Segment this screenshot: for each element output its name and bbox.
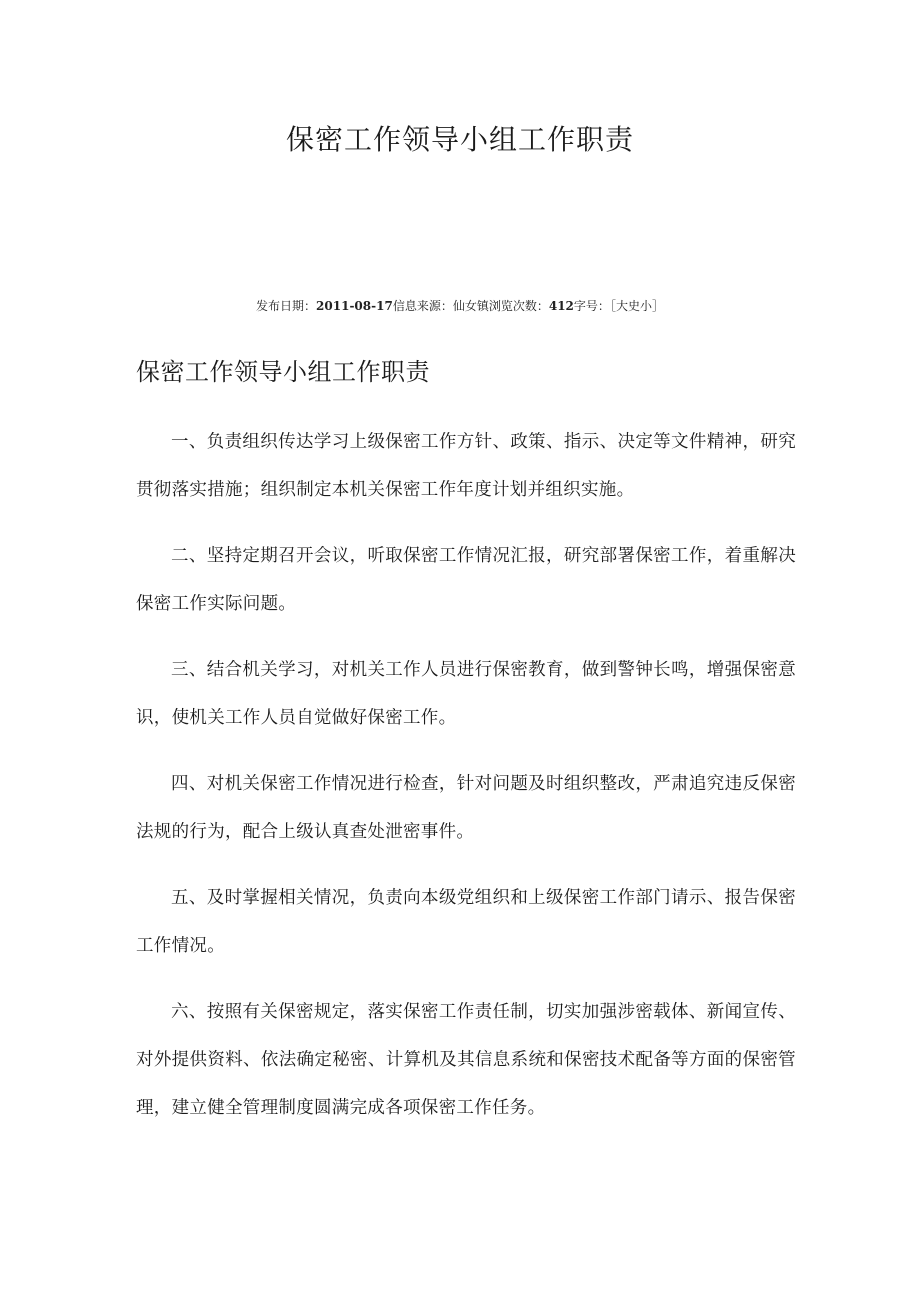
date-label: 发布日期： [256,299,317,313]
fontsize-label: 字号： [573,299,610,313]
article-meta [0,297,920,314]
paragraph-4: 四、对机关保密工作情况进行检查，针对问题及时组织整改，严肃追究违反保密法规的行为，配合上级认真查处泄密事件。 [136,774,796,842]
source-label: 信息来源： [392,299,453,313]
source-value: 仙女镇 [452,299,489,313]
views-label: 浏览次数： [488,299,549,313]
date-value: 2011-08-17 [316,299,393,313]
paragraph-3: 三、结合机关学习，对机关工作人员进行保密教育，做到警钟长鸣，增强保密意识，使机关工作人员自觉做好保密工作。 [136,660,796,728]
fontsize-options[interactable]: ［大史小］ [609,299,664,313]
section-heading: 保密工作领导小组工作职责 [136,358,430,386]
paragraph-6: 六、按照有关保密规定，落实保密工作责任制，切实加强涉密载体、新闻宣传、对外提供资料、依法确定秘密、计算机及其信息系统和保密技术配备等方面的保密管理，建立健全管理制度圆满完成各项保密工作任务。 [136,1002,796,1118]
paragraph-2: 二、坚持定期召开会议，听取保密工作情况汇报，研究部署保密工作，着重解决保密工作实际问题。 [136,546,796,614]
document-title: 保密工作领导小组工作职责 [285,123,634,156]
views-value: 412 [548,299,574,313]
paragraph-1: 一、负责组织传达学习上级保密工作方针、政策、指示、决定等文件精神，研究贯彻落实措施；组织制定本机关保密工作年度计划并组织实施。 [136,432,796,500]
article-body [136,418,796,1150]
paragraph-5: 五、及时掌握相关情况，负责向本级党组织和上级保密工作部门请示、报告保密工作情况。 [136,888,796,956]
